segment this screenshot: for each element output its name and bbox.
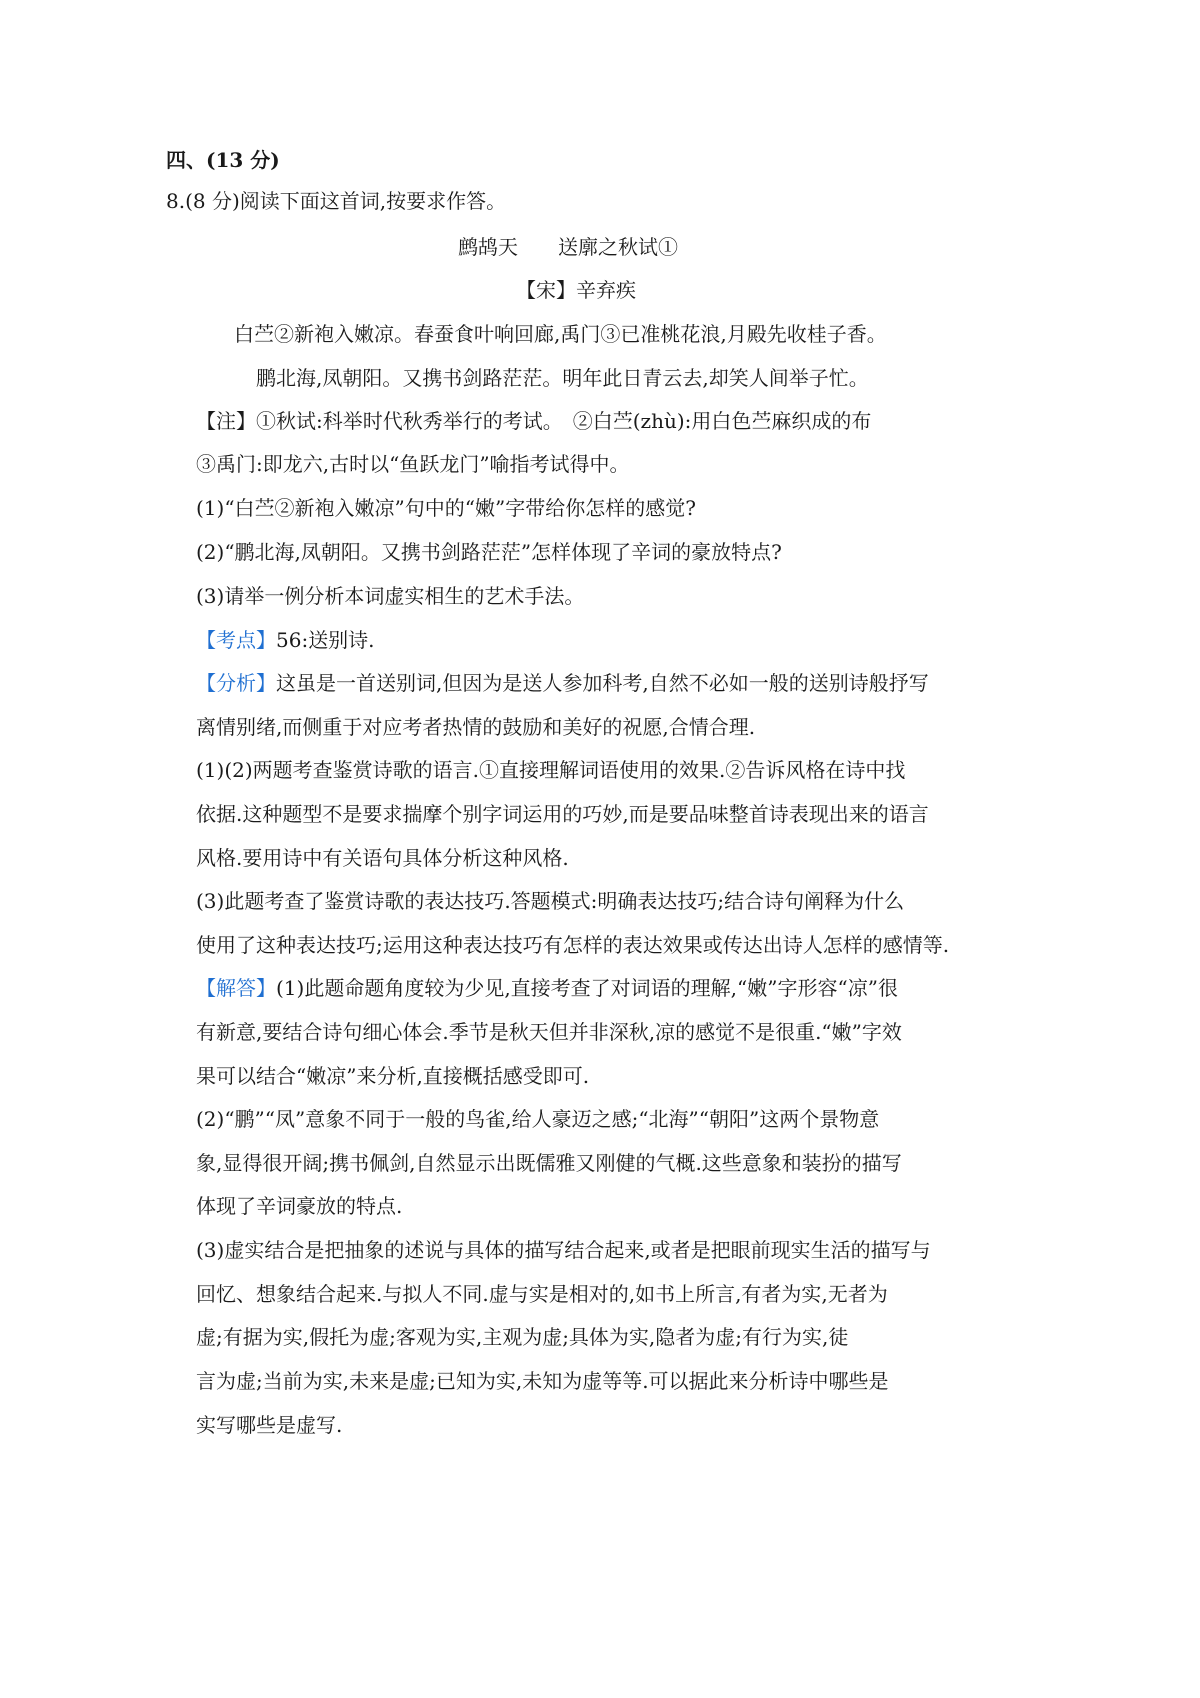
kaodian-text: 56:送别诗. — [276, 628, 375, 652]
fenxi-line-6: (3)此题考查了鉴赏诗歌的表达技巧.答题模式:明确表达技巧;结合诗句阐释为什么 — [196, 889, 905, 913]
jieda-line-9: 虚;有据为实,假托为虚;客观为实,主观为虚;具体为实,隐者为虚;有行为实,徒 — [196, 1325, 849, 1349]
poem-line-1: 白苎②新袍入嫩凉。春蚕食叶响回廊,禹门③已准桃花浪,月殿先收桂子香。 — [234, 322, 887, 346]
fenxi-tag: 【分析】 — [196, 671, 276, 695]
jieda-tag: 【解答】 — [196, 976, 276, 1000]
poem-author: 【宋】辛弃疾 — [516, 278, 636, 302]
jieda-line-5: 象,显得很开阔;携书佩剑,自然显示出既儒雅又刚健的气概.这些意象和装扮的描写 — [196, 1151, 902, 1175]
jieda-line-11: 实写哪些是虚写. — [196, 1413, 343, 1437]
poem-line-2: 鹏北海,凤朝阳。又携书剑路茫茫。明年此日青云去,却笑人间举子忙。 — [256, 366, 869, 390]
kaodian-tag: 【考点】 — [196, 628, 276, 652]
fenxi-line-5: 风格.要用诗中有关语句具体分析这种风格. — [196, 846, 569, 870]
question-stem: 8.(8 分)阅读下面这首词,按要求作答。 — [166, 189, 507, 213]
subquestion-1: (1)“白苎②新袍入嫩凉”句中的“嫩”字带给你怎样的感觉? — [196, 496, 696, 520]
kaodian-line — [196, 626, 375, 654]
subquestion-2: (2)“鹏北海,凤朝阳。又携书剑路茫茫”怎样体现了辛词的豪放特点? — [196, 540, 782, 564]
jieda-line-4: (2)“鹏”“凤”意象不同于一般的鸟雀,给人豪迈之感;“北海”“朝阳”这两个景物意 — [196, 1107, 880, 1131]
jieda-line-10: 言为虚;当前为实,未来是虚;已知为实,未知为虚等等.可以据此来分析诗中哪些是 — [196, 1369, 889, 1393]
section-heading: 四、(13 分) — [166, 148, 280, 172]
jieda-line-2: 有新意,要结合诗句细心体会.季节是秋天但并非深秋,凉的感觉不是很重.“嫩”字效 — [196, 1020, 902, 1044]
jieda-line-8: 回忆、想象结合起来.与拟人不同.虚与实是相对的,如书上所言,有者为实,无者为 — [196, 1282, 888, 1306]
jieda-text: (1)此题命题角度较为少见,直接考查了对词语的理解,“嫩”字形容“凉”很 — [276, 976, 898, 1000]
subquestion-3: (3)请举一例分析本词虚实相生的艺术手法。 — [196, 584, 585, 608]
fenxi-line-3: (1)(2)两题考查鉴赏诗歌的语言.①直接理解词语使用的效果.②告诉风格在诗中找 — [196, 758, 906, 782]
jieda-line-1 — [196, 974, 898, 1002]
jieda-line-6: 体现了辛词豪放的特点. — [196, 1194, 403, 1218]
jieda-line-7: (3)虚实结合是把抽象的述说与具体的描写结合起来,或者是把眼前现实生活的描写与 — [196, 1238, 931, 1262]
poem-title: 鹧鸪天 送廓之秋试① — [458, 235, 678, 259]
fenxi-line-7: 使用了这种表达技巧;运用这种表达技巧有怎样的表达效果或传达出诗人怎样的感情等. — [196, 933, 950, 957]
fenxi-line-4: 依据.这种题型不是要求揣摩个别字词运用的巧妙,而是要品味整首诗表现出来的语言 — [196, 802, 929, 826]
fenxi-text: 这虽是一首送别词,但因为是送人参加科考,自然不必如一般的送别诗般抒写 — [276, 671, 929, 695]
note-line-2: ③禹门:即龙六,古时以“鱼跃龙门”喻指考试得中。 — [196, 452, 630, 476]
note-line-1: 【注】①秋试:科举时代秋秀举行的考试。 ②白苎(zhù):用白色苎麻织成的布 — [196, 409, 872, 433]
fenxi-line-1 — [196, 669, 929, 697]
jieda-line-3: 果可以结合“嫩凉”来分析,直接概括感受即可. — [196, 1064, 590, 1088]
fenxi-line-2: 离情别绪,而侧重于对应考者热情的鼓励和美好的祝愿,合情合理. — [196, 715, 756, 739]
